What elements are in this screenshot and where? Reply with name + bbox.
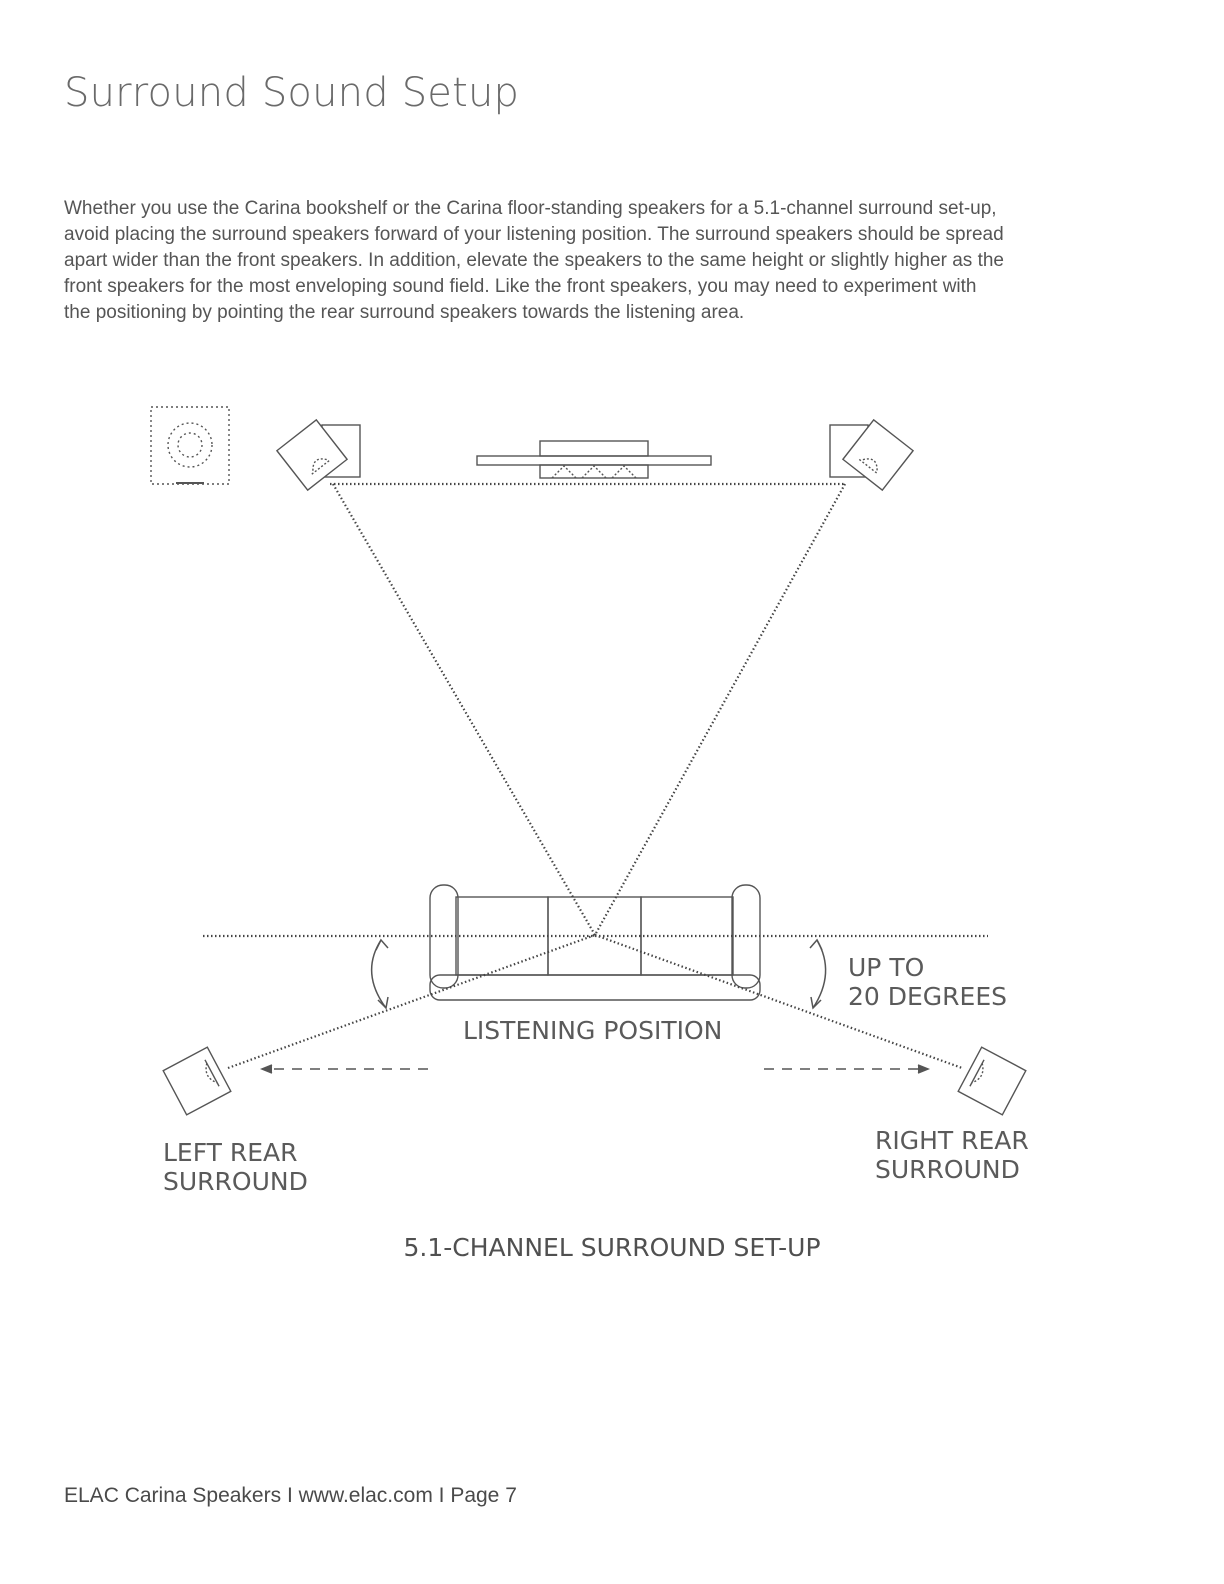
intro-line: front speakers for the most enveloping sound field. Like the front speakers, you may need to experiment with bbox=[64, 276, 977, 297]
left-rear-label-line: SURROUND bbox=[163, 1167, 308, 1196]
subwoofer-icon bbox=[151, 407, 229, 484]
center-speaker-icon bbox=[477, 441, 711, 478]
front-left-speaker-icon bbox=[277, 420, 360, 490]
left-rear-label bbox=[163, 1138, 308, 1196]
angle-label-line: 20 DEGREES bbox=[848, 982, 1008, 1011]
intro-line: apart wider than the front speakers. In addition, elevate the speakers to the same height or slightly higher as the bbox=[64, 250, 1004, 271]
front-right-speaker-icon bbox=[830, 420, 913, 490]
angle-arcs bbox=[372, 940, 826, 1008]
intro-line: Whether you use the Carina bookshelf or the Carina floor-standing speakers for a 5.1-channel surround set-up, bbox=[64, 198, 997, 219]
left-rear-speaker-icon bbox=[163, 1047, 231, 1115]
intro-line: avoid placing the surround speakers forward of your listening position. The surround speakers should be spread bbox=[64, 224, 1004, 245]
right-rear-speaker-icon bbox=[958, 1047, 1026, 1115]
diagram-caption: 5.1-CHANNEL SURROUND SET-UP bbox=[403, 1233, 821, 1262]
listening-position-label: LISTENING POSITION bbox=[463, 1016, 723, 1045]
right-rear-label-line: RIGHT REAR bbox=[875, 1126, 1029, 1155]
right-rear-label-line: SURROUND bbox=[875, 1155, 1020, 1184]
angle-label bbox=[848, 953, 1007, 1011]
sofa-icon bbox=[430, 885, 760, 1000]
direction-arrows bbox=[262, 1065, 928, 1073]
right-rear-label bbox=[875, 1126, 1029, 1184]
page-title: Surround Sound Setup bbox=[64, 70, 520, 116]
left-rear-label-line: LEFT REAR bbox=[163, 1138, 298, 1167]
angle-label-line: UP TO bbox=[848, 953, 925, 982]
intro-line: the positioning by pointing the rear surround speakers towards the listening area. bbox=[64, 302, 745, 323]
page-footer: ELAC Carina Speakers I www.elac.com I Page 7 bbox=[64, 1484, 517, 1507]
